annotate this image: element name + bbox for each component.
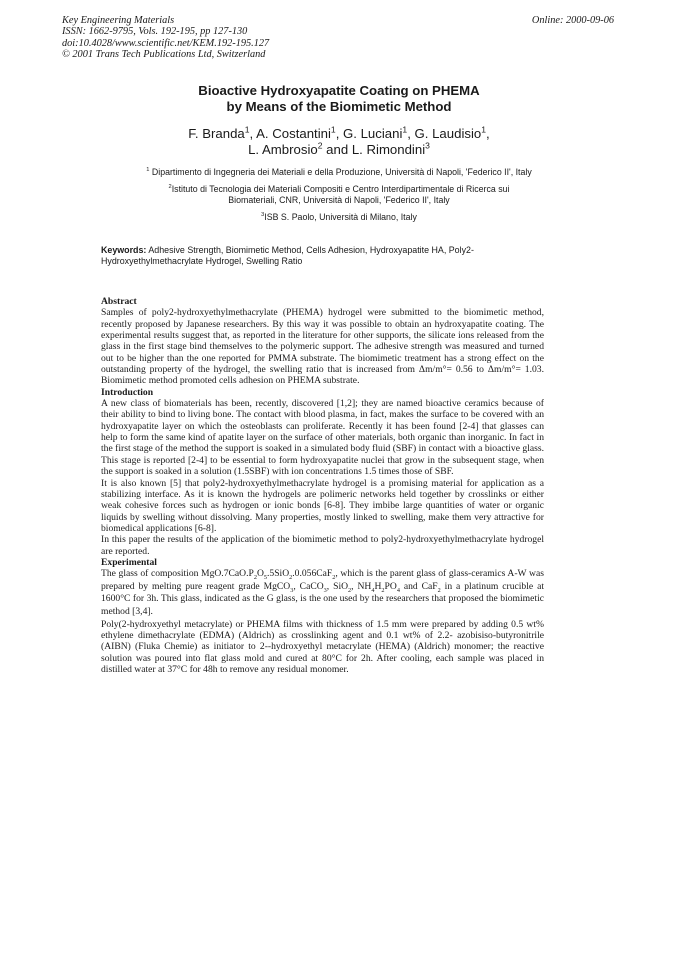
introduction-paragraph: A new class of biomaterials has been, recently, discovered [1,2]; they are named bioactive ceramics because of their ability to bind to living bone. The contact with blood plasma, in fact, makes the surface to be covered with an hydroxyapatite layer on which the osteoblasts can proliferate. Recently it has been found [2-4] that glasses can help to form the same kind of apatite layer on the surface of other materials, both organic than inorganic. In fact in the first stage of the method the support is soaked in a simulated body fluid (SBF) in contact with a bioactive glass. This stage is reported [2-4] to be essential to form hydroxyapatite nuclei that grow in the subsequent stage, when the support is soaked in a solution (1.5SBF) with ion concentrations 1.5 times those of SBF. (101, 398, 544, 478)
introduction-paragraph: It is also known [5] that poly2-hydroxyethylmethacrylate hydrogel is a promising material for application as a stabilizing interface. As it is known the hydrogels are polimeric networks held together by crosslinks or either weak cohesive forces such as hydrogen or ionic bonds [6-8]. They imbibe large quantities of water or organic liquids by swelling without dissolving. Many properties, mostly linked to swelling, make them very attractive for biomedical applications [6-8]. (101, 477, 544, 534)
affil-number: 1 (146, 167, 150, 174)
introduction-heading: Introduction (101, 386, 154, 398)
affil-number: 2 (168, 183, 172, 190)
authors-line-1 (0, 126, 678, 142)
author-name: , G. Luciani (335, 126, 403, 141)
keywords-label: Keywords: (101, 245, 147, 255)
experimental-paragraph: Poly(2-hydroxyethyl metacrylate) or PHEMA films with thickness of 1.5 mm were prepared by adding 0.5 wt% ethylene dimethacrylate (EDMA) (Aldrich) as crosslinking agent and 0.1 wt% of 2.2- azobisiso-butyronitrile (AIBN) (Fluka Chemie) as initiator to 2--hydroxyethyl metacrylate (HEMA) (Aldrich) monomer; the reactive solution was poured into flat glass mold and cured at 80°C for 2h. After cooling, each sample was placed in distilled water at 37°C for 48h to remove any residual monomer. (101, 618, 544, 675)
paper-body (101, 296, 544, 675)
abstract-heading: Abstract (101, 296, 137, 307)
affiliation-1 (0, 167, 678, 179)
author-list (0, 126, 678, 158)
author-name: and L. Rimondini (322, 142, 426, 157)
affiliation-2-cont: Biomateriali, CNR, Università di Napoli, 'Federico II', Italy (228, 195, 450, 205)
authors-line-2 (0, 142, 678, 158)
affiliations (0, 167, 678, 223)
issn-line: ISSN: 1662-9795, Vols. 192-195, pp 127-130 (62, 26, 248, 38)
journal-name: Key Engineering Materials (62, 15, 175, 26)
experimental-paragraph: The glass of composition $MgO.7CaO.P_2O_5.5SiO_2.0.056CaF_2$, which is the parent glass of glass-ceramics A-W was prepared by melting pure reagent grade MgCO$_3$, CaCO$_3$, SiO$_2$, $NH_4H_2PO_4$ and CaF$_2$ in a platinum crucible at 1600°C for 3h. This glass, indicated as the G glass, is the one used by the researchers that proposed the biomimetic method [3,4]. (101, 568, 544, 618)
journal-header (62, 15, 269, 60)
affil-marker: 1 (330, 124, 336, 135)
abstract-text: Samples of poly2-hydroxyethylmethacrylate (PHEMA) hydrogel were submitted to the biomimetic method, recently proposed by Japanese researchers. By this way it was possible to obtain an hydroxyapatite coating. The experimental results suggest that, as reported in the literature for other supports, the silicate ions released from the glass in the first stage bind themselves to the polymeric support. The adhesive strength was measured and turned out to be higher than the one reported for PMMA substrate. The biomimetic treatment has a strong effect on the outstanding property of the hydrogel, the swelling ratio that is increased from Δm/m°= 0.56 to Δm/m°= 1.03. Biomimetic method promoted cells adhesion on PHEMA substrate. (101, 307, 544, 387)
keywords-text: Adhesive Strength, Biomimetic Method, Cells Adhesion, Hydroxyapatite HA, Poly2-Hydroxyethylmethacrylate Hydrogel, Swelling Ratio (101, 245, 474, 267)
affil-marker: 1 (481, 124, 487, 135)
doi-line: doi:10.4028/www.scientific.net/KEM.192-195.127 (62, 37, 270, 49)
affiliation-2 (0, 184, 678, 196)
copyright-line: © 2001 Trans Tech Publications Ltd, Switzerland (62, 48, 266, 60)
introduction-paragraph: In this paper the results of the application of the biomimetic method to poly2-hydroxyethylmethacrylate hydrogel are reported. (101, 534, 544, 557)
title-line-2: by Means of the Biomimetic Method (226, 98, 452, 114)
author-separator: , (486, 126, 490, 141)
affil-number: 3 (261, 211, 265, 218)
affil-text: Dipartimento di Ingegneria dei Materiali e della Produzione, Università di Napoli, 'Federico II', Italy (149, 167, 532, 177)
keywords-block (101, 245, 539, 268)
affiliation-3 (0, 212, 678, 224)
title-line-1: Bioactive Hydroxyapatite Coating on PHEMA (198, 83, 480, 98)
affil-marker: 1 (402, 124, 408, 135)
author-name: L. Ambrosio (248, 142, 318, 157)
paper-title (0, 83, 678, 114)
affil-marker: 1 (244, 124, 250, 135)
author-name: F. Branda (188, 126, 245, 141)
experimental-heading: Experimental (101, 556, 157, 568)
affil-marker: 2 (317, 140, 323, 151)
author-name: , A. Costantini (249, 126, 331, 141)
affil-marker: 3 (425, 140, 430, 151)
author-name: , G. Laudisio (407, 126, 482, 141)
affil-text: Istituto di Tecnologia dei Materiali Compositi e Centro Interdipartimentale di Ricerca sui (171, 183, 510, 194)
affil-text: ISB S. Paolo, Università di Milano, Italy (264, 211, 417, 222)
online-date: Online: 2000-09-06 (531, 15, 614, 26)
